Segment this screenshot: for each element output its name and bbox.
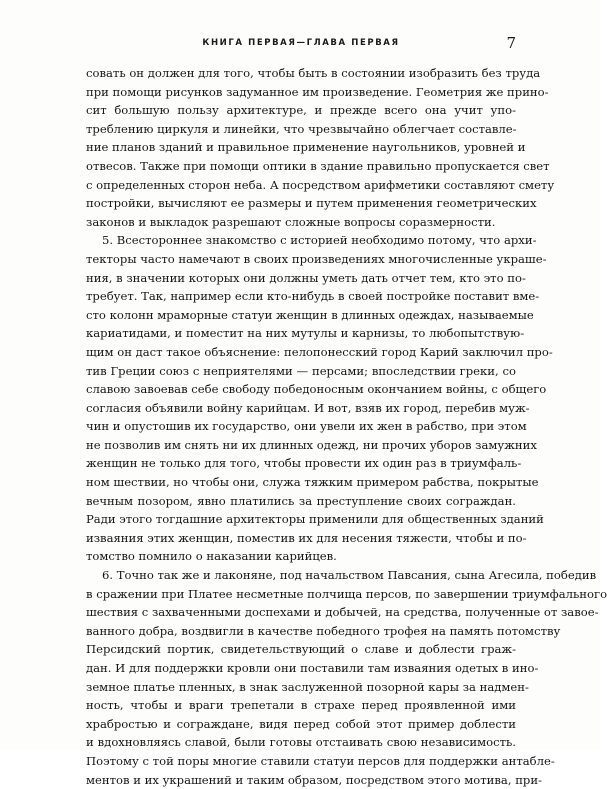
text-line: в сражении при Платее несметные полчища персов, по завершении триумфального [86,586,607,601]
text-line: не позволив им снять ни их длинных одежд, ни прочих уборов замужних [86,437,537,452]
text-line: ном шествии, но чтобы они, служа тяжким примером рабства, покрытые [86,475,539,490]
text-line: постройки, вычисляют ее размеры и путем применения геометрических [86,196,537,211]
text-line: Персидский портик, свидетельствующий о славе и доблести граж- [86,642,516,657]
text-line: ванного добра, воздвигли в качестве победного трофея на память потомству [86,623,561,638]
text-line: чин и опустошив их государство, они увели их жен в рабство, при этом [86,419,527,434]
text-line: и вдохновляясь славой, были готовы отстаивать свою независимость. [86,735,516,750]
text-line: ния, в значении которых они должны уметь дать отчет тем, кто это по- [86,270,526,285]
text-line: ность, чтобы и враги трепетали в страхе перед проявленной ими [86,698,516,713]
text-line: ние планов зданий и правильное применение наугольников, уровней и [86,140,526,155]
text-line: требует. Так, например если кто-нибудь в своей постройке поставит вме- [86,289,540,304]
text-line: женщин не только для того, чтобы провести их один раз в триумфаль- [86,456,522,471]
text-line: земное платье пленных, в знак заслуженной позорной кары за надмен- [86,679,529,694]
running-head-title: КНИГА ПЕРВАЯ—ГЛАВА ПЕРВАЯ [202,38,400,48]
text-line: тив Греции союз с неприятелями — персами; впоследствии греки, со [86,363,516,378]
text-line: шествия с захваченными доспехами и добычей, на средства, полученные от завое- [86,605,599,620]
text-line: треблению циркуля и линейки, что чрезвычайно облегчает составле- [86,121,517,136]
text-line: согласия объявили войну карийцам. И вот, взяв их город, перебив муж- [86,400,530,415]
text-line: Поэтому с той поры многие ставили статуи персов для поддержки антабле- [86,753,555,768]
text-line: сит большую пользу архитектуре, и прежде всего она учит упо- [86,103,516,118]
text-line: кариатидами, и поместит на них мутулы и карнизы, то любопытствую- [86,326,525,341]
text-line: 6. Точно так же и лаконяне, под начальством Павсания, сына Агесила, победив [102,568,597,583]
text-line: с определенных сторон неба. А посредством арифметики составляют смету [86,177,555,192]
text-line: томство помнило о наказании карийцев. [86,549,337,564]
text-line: вечным позором, явно платились за преступление своих сограждан. [86,493,516,508]
text-line: храбростью и сограждане, видя перед собой этот пример доблести [86,716,516,731]
text-line: дан. И для поддержки кровли они поставили там изваяния одетых в ино- [86,661,539,675]
text-line: изваяния этих женщин, поместив их для несения тяжести, чтобы и по- [86,530,527,545]
text-line: 5. Всестороннее знакомство с историей необходимо потому, что архи- [102,233,537,248]
body-text [86,64,607,789]
text-line: текторы часто намечают в своих произведениях многочисленные украше- [86,251,547,266]
text-line: при помощи рисунков задуманное им произведение. Геометрия же прино- [86,84,549,99]
text-line: Ради этого тогдашние архитекторы применили для общественных зданий [86,512,544,527]
text-line: ментов и их украшений и таким образом, посредством этого мотива, при- [86,772,542,787]
text-line: отвесов. Также при помощи оптики в здание правильно пропускается свет [86,158,550,173]
running-head [86,36,516,56]
text-line: славою завоевав себе свободу победоносным окончанием войны, с общего [86,382,547,397]
text-line: законов и выкладок разрешают сложные вопросы соразмерности. [86,214,496,229]
text-line: щим он даст такое объяснение: пелопонесский город Карий заключил про- [86,344,553,359]
text-line: сто колонн мраморные статуи женщин в длинных одеждах, называемые [86,307,534,322]
text-line: совать он должен для того, чтобы быть в состоянии изобразить без труда [86,66,541,80]
page-number: 7 [506,34,516,52]
